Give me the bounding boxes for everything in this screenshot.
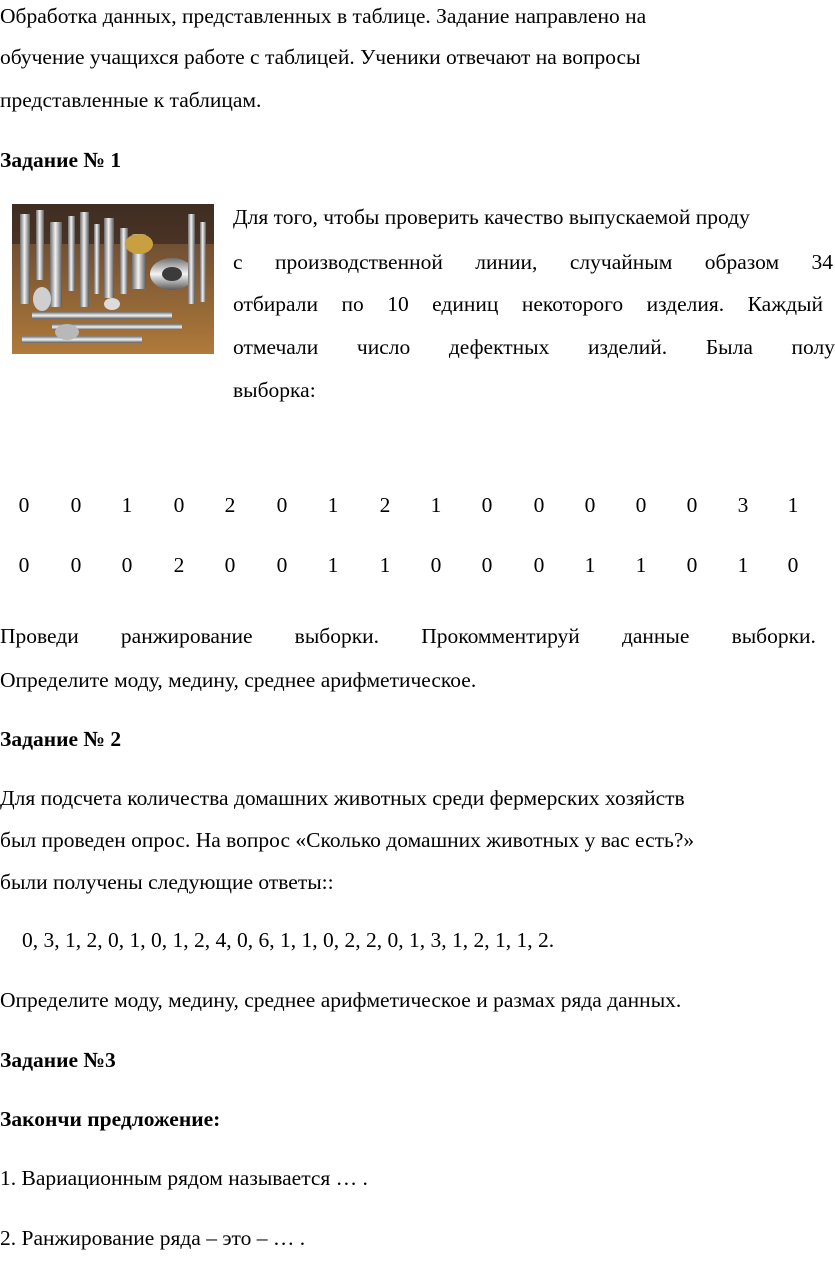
intro-line-1: Обработка данных, представленных в таблице. Задание направлено на: [0, 4, 647, 28]
task3-item-2: 2. Ранжирование ряда – это – … .: [0, 1226, 306, 1250]
sample-value: 1: [737, 553, 749, 577]
sample-value: 0: [276, 493, 288, 517]
sample-value: 0: [481, 493, 493, 517]
word: ранжирование: [120, 624, 253, 648]
sample-value: 1: [327, 493, 339, 517]
word: дефектных: [448, 335, 550, 359]
task2-question: Определите моду, медину, среднее арифметическое и размах ряда данных.: [0, 988, 682, 1012]
sample-value: 0: [533, 493, 545, 517]
task1-side-line-2: [233, 250, 833, 275]
sample-value: 0: [18, 493, 30, 517]
word: 10: [387, 292, 409, 316]
sample-value: 0: [224, 553, 236, 577]
sample-value: 1: [584, 553, 596, 577]
word: Каждый: [747, 292, 823, 316]
sample-value: 0: [635, 493, 647, 517]
sample-value: 1: [327, 553, 339, 577]
word: отмечали: [233, 335, 319, 359]
word: случайным: [569, 250, 673, 274]
word: Проведи: [0, 624, 79, 648]
word: изделия.: [646, 292, 725, 316]
metal-tools-photo: [12, 204, 214, 354]
word: полу: [791, 335, 835, 359]
task1-side-line-4: [233, 335, 835, 360]
task2-text-line-1: Для подсчета количества домашних животных среди фермерских хозяйств: [0, 786, 685, 810]
task3-subheading: Закончи предложение:: [0, 1107, 221, 1131]
task3-heading: Задание №3: [0, 1048, 116, 1072]
task3-item-1: 1. Вариационным рядом называется … .: [0, 1166, 368, 1190]
sample-value: 0: [686, 553, 698, 577]
task2-text-line-2: был проведен опрос. На вопрос «Сколько домашних животных у вас есть?»: [0, 828, 695, 852]
sample-value: 0: [787, 553, 799, 577]
task2-answers: 0, 3, 1, 2, 0, 1, 0, 1, 2, 4, 0, 6, 1, 1, 0, 2, 2, 0, 1, 3, 1, 2, 1, 1, 2.: [22, 928, 555, 952]
sample-row-2: [0, 553, 816, 583]
sample-value: 0: [121, 553, 133, 577]
sample-value: 2: [379, 493, 391, 517]
word: число: [356, 335, 411, 359]
task1-side-line-3: [233, 292, 823, 317]
task1-question-line-1: [0, 624, 816, 649]
sample-value: 0: [686, 493, 698, 517]
sample-value: 0: [276, 553, 288, 577]
sample-value: 0: [70, 493, 82, 517]
sample-value: 0: [430, 553, 442, 577]
word: линии,: [475, 250, 538, 274]
word: производственной: [274, 250, 443, 274]
intro-line-2: обучение учащихся работе с таблицей. Ученики отвечают на вопросы: [0, 45, 641, 69]
sample-value: 0: [173, 493, 185, 517]
word: с: [233, 250, 243, 274]
task2-heading: Задание № 2: [0, 727, 122, 751]
sample-value: 1: [379, 553, 391, 577]
sample-value: 0: [70, 553, 82, 577]
sample-value: 0: [481, 553, 493, 577]
sample-value: 2: [173, 553, 185, 577]
word: изделий.: [587, 335, 668, 359]
sample-value: 3: [737, 493, 749, 517]
word: по: [341, 292, 364, 316]
task2-text-line-3: были получены следующие ответы::: [0, 870, 334, 894]
sample-value: 1: [635, 553, 647, 577]
word: отбирали: [233, 292, 319, 316]
task1-question-line-2: Определите моду, медину, среднее арифметическое.: [0, 668, 477, 692]
sample-value: 0: [18, 553, 30, 577]
word: единиц: [432, 292, 499, 316]
word: данные: [621, 624, 690, 648]
sample-value: 0: [584, 493, 596, 517]
sample-value: 1: [787, 493, 799, 517]
word: Прокомментируй: [421, 624, 580, 648]
word: выборки.: [731, 624, 816, 648]
intro-line-3: представленные к таблицам.: [0, 88, 262, 112]
sample-value: 1: [430, 493, 442, 517]
task1-side-line-5: выборка:: [233, 378, 316, 402]
task1-side-line-1: Для того, чтобы проверить качество выпускаемой проду: [233, 205, 750, 229]
sample-row-1: [0, 493, 816, 523]
task1-heading: Задание № 1: [0, 148, 122, 172]
word: 34: [811, 250, 833, 274]
word: выборки.: [294, 624, 380, 648]
word: некоторого: [521, 292, 624, 316]
sample-value: 1: [121, 493, 133, 517]
word: образом: [704, 250, 780, 274]
sample-value: 0: [533, 553, 545, 577]
sample-value: 2: [224, 493, 236, 517]
word: Была: [705, 335, 753, 359]
